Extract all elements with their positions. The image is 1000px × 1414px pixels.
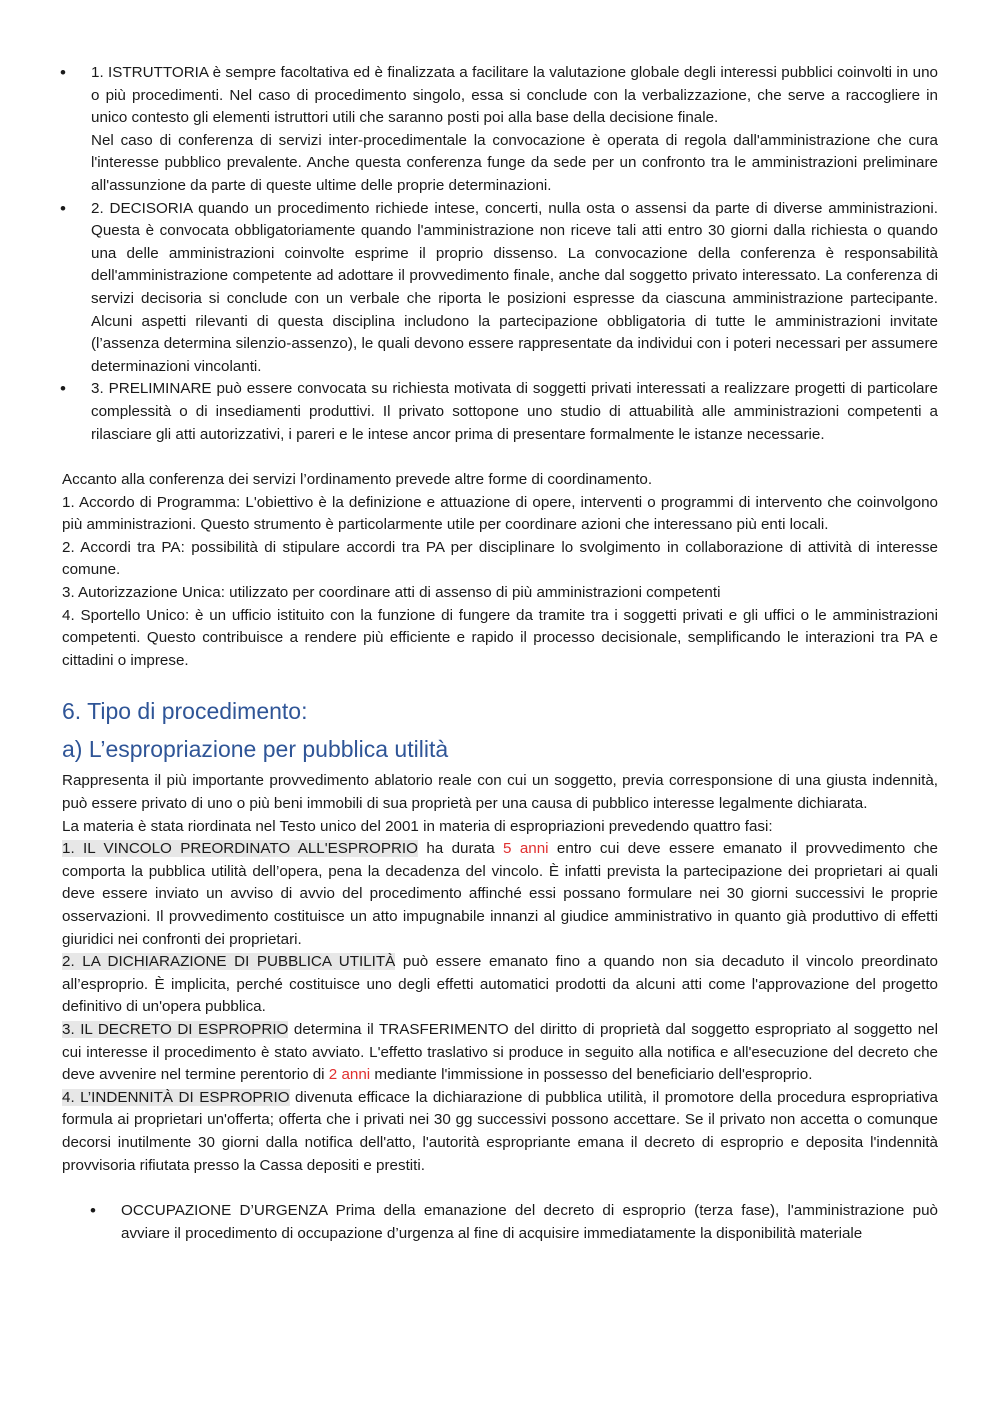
expropriation-phases-intro: La materia è stata riordinata nel Testo unico del 2001 in materia di espropriazioni prevedendo quattro fasi: — [62, 817, 773, 835]
phase-2-paragraph — [62, 951, 938, 1019]
phase-1-text-a: ha durata — [417, 840, 504, 858]
phase-3-term: 2 anni — [328, 1066, 371, 1084]
phase-3-label: 3. IL DECRETO DI ESPROPRIO — [62, 1020, 289, 1038]
phase-1-paragraph — [62, 838, 938, 951]
coordination-item-1: 1. Accordo di Programma: L'obiettivo è la definizione e attuazione di opere, interventi o programmi di intervento che coinvolgono più amministrazioni. Questo strumento è particolarmente utile per coordinare azioni che interessano più enti locali. — [62, 493, 938, 534]
list-item-occupazione-urgenza: • OCCUPAZIONE D’URGENZA Prima della emanazione del decreto di esproprio (terza fase), l'amministrazione può avviare il procedimento di occupazione d’urgenza al fine di acquisire immediatamente la disponibilità materiale — [92, 1200, 938, 1245]
phase-1-duration: 5 anni — [503, 840, 549, 858]
list-item-preliminare: • 3. PRELIMINARE può essere convocata su richiesta motivata di soggetti privati interessati a realizzare progetti di particolare complessità o di insediamenti produttivi. Il privato sottopone uno studio di attuabilità alle amministrazioni competenti a rilasciare gli atti autorizzativi, i pareri e le intese ancor prima di presentare formalmente le istanze necessarie. — [62, 378, 938, 446]
inter-procedimentale-paragraph: Nel caso di conferenza di servizi inter-procedimentale la convocazione è operata di regola dall'amministrazione che cura l'interesse pubblico prevalente. Anche questa conferenza funge da sede per un confronto tra le amministrazioni preliminare all'assunzione da parte di queste ultime delle proprie determinazioni. — [91, 131, 938, 194]
phase-3-paragraph — [62, 1019, 938, 1087]
phase-2-label: 2. LA DICHIARAZIONE DI PUBBLICA UTILITÀ — [62, 953, 396, 971]
coordination-item-4: 4. Sportello Unico: è un ufficio istituito con la funzione di fungere da tramite tra i soggetti privati e gli uffici o le amministrazioni competenti. Questo contribuisce a rendere più efficiente e rapido il processo decisionale, semplificando le interazioni tra PA e cittadini o imprese. — [62, 606, 938, 669]
coordination-intro: Accanto alla conferenza dei servizi l’ordinamento prevede altre forme di coordinamento. — [62, 471, 653, 489]
list-item-istruttoria — [62, 62, 938, 198]
spacer — [62, 446, 938, 469]
istruttoria-paragraph: • 1. ISTRUTTORIA è sempre facoltativa ed è finalizzata a facilitare la valutazione globale degli interessi pubblici coinvolti in uno o più procedimenti. Nel caso di procedimento singolo, essa si conclude con la verbalizzazione, che serve a raccogliere in unico contesto gli elementi istruttori utili che saranno posti poi alla base della decisione finale. — [91, 64, 938, 127]
urgency-list — [62, 1200, 938, 1245]
coordination-item-3: 3. Autorizzazione Unica: utilizzato per coordinare atti di assenso di più amministrazioni competenti — [62, 584, 721, 602]
expropriation-intro: Rappresenta il più importante provvedimento ablatorio reale con cui un soggetto, previa corresponsione di una giusta indennità, può essere privato di uno o più beni immobili di sua proprietà per una causa di pubblico interesse legalmente dichiarata. — [62, 772, 938, 813]
coordination-item-2: 2. Accordi tra PA: possibilità di stipulare accordi tra PA per disciplinare lo svolgimento in collaborazione di attività di interesse comune. — [62, 538, 938, 579]
section-heading: 6. Tipo di procedimento: — [62, 698, 308, 725]
phase-3-text-a: determina il TRASFERIMENTO del diritto di proprietà dal soggetto espropriato al soggetto nel cui interesse il procedimento è stato avviato. L'effetto traslativo si produce in seguito alla notifica e all'esecuzione del decreto che deve avvenire nel termine perentorio di — [62, 1020, 938, 1084]
expropriation-section — [62, 770, 938, 1177]
phase-4-text: divenuta efficace la dichiarazione di pubblica utilità, il promotore della procedura espropriativa formula ai proprietari un'offerta; offerta che i privati nei 30 gg successivi possono accettare. Se il privato non accetta o comunque decorsi inutilmente 30 giorni dalla notifica dell'atto, l'autorità espropriante emana il decreto di esproprio e deposita l'indennità provvisoria rifiutata presso la Cassa depositi e prestiti. — [62, 1088, 938, 1174]
subsection-heading: a) L’espropriazione per pubblica utilità — [62, 736, 449, 763]
phase-1-label: 1. IL VINCOLO PREORDINATO ALL'ESPROPRIO — [62, 840, 418, 858]
phase-1-text-b: entro cui deve essere emanato il provvedimento che comporta la pubblica utilità dell’opera, pena la decadenza del vincolo. È infatti prevista la partecipazione dei proprietari ai quali deve essere inviato un avviso di avvio del procedimento affinché essi possano formulare nei 30 giorni successivi le proprie osservazioni. Il provvedimento costituisce un atto impugnabile innanzi al giudice amministrativo in quanto già produttivo di effetti giuridici nei confronti dei proprietari. — [62, 840, 938, 948]
spacer — [62, 1177, 938, 1200]
conference-types-list — [62, 62, 938, 446]
phase-3-text-b: mediante l'immissione in possesso del beneficiario dell'esproprio. — [370, 1066, 813, 1084]
phase-4-label: 4. L’INDENNITÀ DI ESPROPRIO — [62, 1088, 290, 1106]
phase-2-text: può essere emanato fino a quando non sia decaduto il vincolo preordinato all’esproprio. È implicita, perché costituisce uno degli effetti automatici prodotti da alcuni atti come l'approvazione del progetto definitivo di un'opera pubblica. — [62, 953, 938, 1016]
list-item-decisoria: • 2. DECISORIA quando un procedimento richiede intese, concerti, nulla osta o assensi da parte di diverse amministrazioni. Questa è convocata obbligatoriamente quando l'amministrazione non riceve tali atti entro 30 giorni dalla richiesta o quando una delle amministrazioni coinvolte esprime il proprio dissenso. La convocazione della conferenza è responsabilità dell'amministrazione competente ad adottare il provvedimento finale, anche dal soggetto privato interessato. La conferenza di servizi decisoria si conclude con un verbale che riporta le posizioni espresse da ciascuna amministrazione partecipante. Alcuni aspetti rilevanti di questa disciplina includono la partecipazione obbligatoria di tutte le amministrazioni invitate (l’assenza determina silenzio-assenzo), le quali devono essere rappresentate da individui con i poteri necessari per assumere determinazioni vincolanti. — [62, 198, 938, 379]
coordination-section — [62, 469, 938, 672]
phase-4-paragraph — [62, 1087, 938, 1177]
